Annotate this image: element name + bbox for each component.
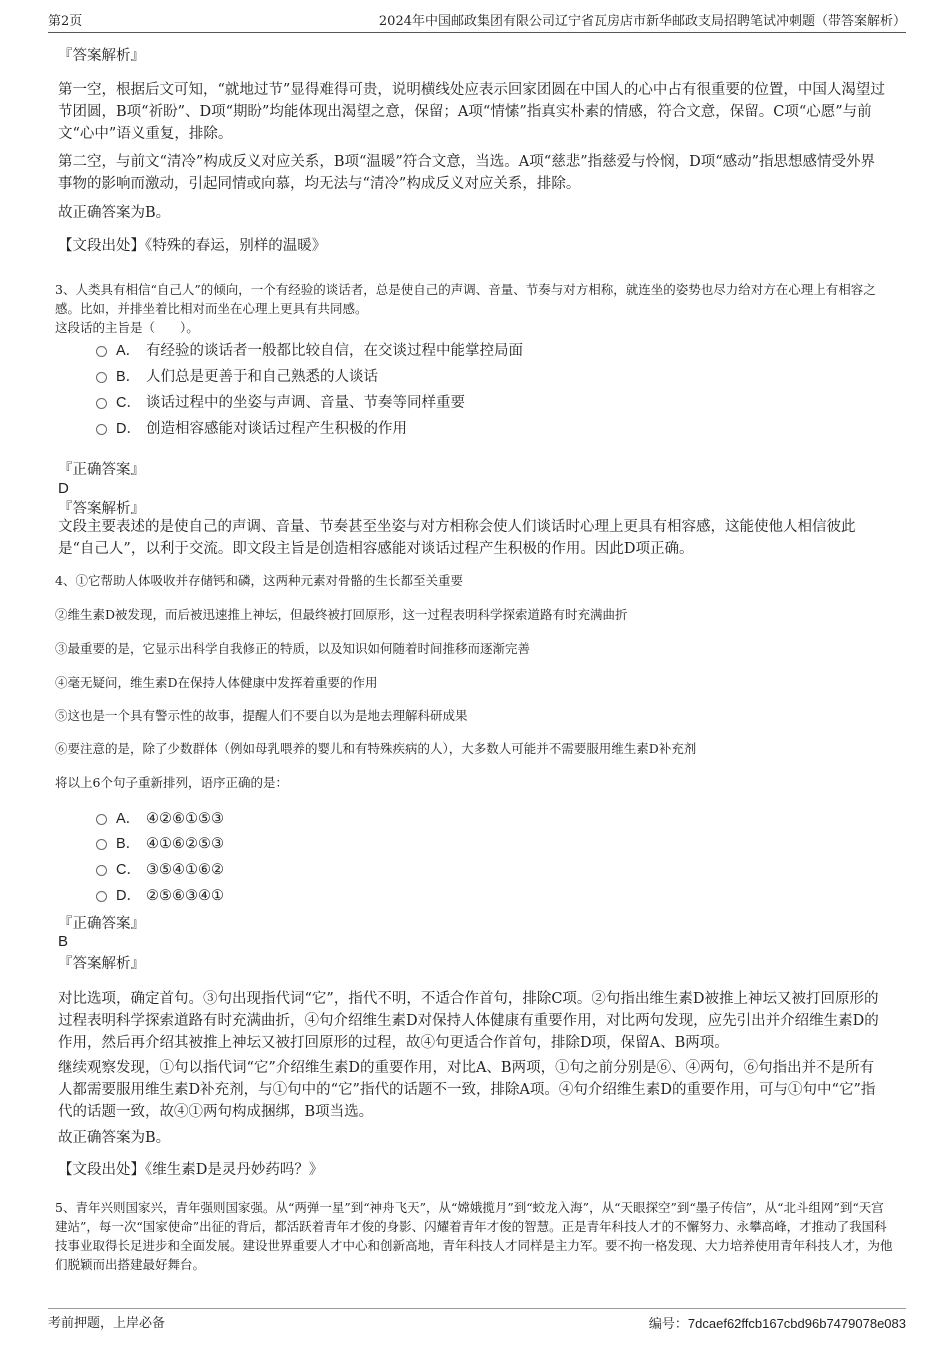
option-text: ③⑤④①⑥②: [146, 862, 224, 878]
q3-correct-label: 『正确答案』: [58, 462, 145, 478]
q3-stem: 3、人类具有相信“自己人”的倾向，一个有经验的谈话者，总是使自己的声调、音量、节奏与对方相称，就连坐的姿势也尽力给对方在心理上有相容之感。比如，并排坐着比相对而坐在心理上更具有共同感。: [55, 282, 876, 316]
option-text: ④①⑥②⑤③: [146, 836, 224, 852]
radio-icon[interactable]: [96, 839, 107, 850]
page-number: 第2页: [48, 14, 83, 29]
option-text: 谈话过程中的坐姿与声调、音量、节奏等同样重要: [146, 395, 465, 411]
option-text: 人们总是更善于和自己熟悉的人谈话: [146, 369, 378, 385]
q4-sentence-3: ③最重要的是，它显示出科学自我修正的特质，以及知识如何随着时间推移而逐渐完善: [55, 641, 531, 656]
q4-sentence-5: ⑤这也是一个具有警示性的故事，提醒人们不要自以为是地去理解科研成果: [55, 708, 468, 723]
q4-conclusion: 故正确答案为B。: [58, 1130, 171, 1146]
footer-code: [649, 1311, 906, 1338]
q5-stem: 5、青年兴则国家兴，青年强则国家强。从“两弹一星”到“神舟飞天”，从“嫦娥揽月”到“蛟龙入海”，从“天眼探空”到“墨子传信”，从“北斗组网”到“天宫建站”，每一次“国家使命”出征的背后，都活跃着青年才俊的身影、闪耀着青年才俊的智慧。正是青年科技人才的不懈努力、永攀高峰，才推动了我国科技事业取得长足进步和全面发展。建设世界重要人才中心和创新高地，青年科技人才同样是主力军。要不拘一格发现、大力培养使用青年科技人才，为他们脱颖而出搭建最好舞台。: [55, 1200, 893, 1272]
q3-analysis: 文段主要表述的是使自己的声调、音量、节奏甚至坐姿与对方相称会使人们谈话时心理上更具有相容感，这能使他人相信彼此是“自己人”，以利于交流。即文段主旨是创造相容感能对谈话过程产生积极的作用。因此D项正确。: [58, 519, 856, 557]
q3-option-a[interactable]: [96, 341, 523, 361]
q3-option-c[interactable]: [96, 393, 465, 413]
document-title: 2024年中国邮政集团有限公司辽宁省瓦房店市新华邮政支局招聘笔试冲刺题（带答案解析）: [378, 14, 906, 29]
q4-sentence-1: 4、①它帮助人体吸收并存储钙和磷，这两种元素对骨骼的生长都至关重要: [55, 573, 463, 588]
option-letter: A．: [116, 811, 141, 827]
option-text: 创造相容感能对谈话过程产生积极的作用: [146, 421, 407, 437]
q4-option-d[interactable]: [96, 886, 224, 906]
q2-source: 【文段出处】《特殊的春运，别样的温暖》: [58, 238, 327, 254]
q3-option-d[interactable]: [96, 419, 407, 439]
q4-sentence-2: ②维生素D被发现，而后被迅速推上神坛，但最终被打回原形，这一过程表明科学探索道路有时充满曲折: [55, 607, 628, 622]
option-text: 有经验的谈话者一般都比较自信，在交谈过程中能掌控局面: [146, 343, 523, 359]
option-letter: B．: [116, 369, 141, 385]
q2-conclusion: 故正确答案为B。: [58, 205, 171, 221]
q4-option-c[interactable]: [96, 860, 224, 880]
radio-icon[interactable]: [96, 814, 107, 825]
radio-icon[interactable]: [96, 424, 107, 435]
radio-icon[interactable]: [96, 346, 107, 357]
option-letter: D．: [116, 888, 141, 904]
q4-answer: B: [58, 933, 69, 950]
radio-icon[interactable]: [96, 372, 107, 383]
q4-analysis-paragraph-2: 继续观察发现，①句以指代词“它”介绍维生素D的重要作用，对比A、B两项，①句之前分别是⑥、④两句，⑥句指出并不是所有人都需要服用维生素D补充剂，与①句中的“它”指代的话题不一致，排除A项。④句介绍维生素D的重要作用，可与①句中“它”指代的话题一致，故④①两句构成捆绑，B项当选。: [58, 1060, 876, 1120]
q4-option-a[interactable]: [96, 809, 224, 829]
footer-slogan: 考前押题，上岸必备: [48, 1316, 166, 1331]
page-header: [48, 12, 906, 33]
option-letter: B．: [116, 836, 141, 852]
q3-question: 这段话的主旨是（ ）。: [55, 320, 199, 335]
q3-answer: D: [58, 480, 69, 497]
q4-analysis-label: 『答案解析』: [58, 956, 145, 972]
option-text: ④②⑥①⑤③: [146, 811, 224, 827]
q2-analysis-paragraph-1: 第一空，根据后文可知，“就地过节”显得难得可贵，说明横线处应表示回家团圆在中国人的心中占有很重要的位置，中国人渴望过节团圆，B项“祈盼”、D项“期盼”均能体现出渴望之意，保留；A项“情愫”指真实朴素的情感，符合文意，保留。C项“心愿”与前文“心中”语义重复，排除。: [58, 82, 885, 142]
q4-sentence-4: ④毫无疑问，维生素D在保持人体健康中发挥着重要的作用: [55, 675, 378, 690]
option-letter: C．: [116, 395, 141, 411]
q3-analysis-label: 『答案解析』: [58, 501, 145, 517]
q2-analysis-paragraph-2: 第二空，与前文“清冷”构成反义对应关系，B项“温暖”符合文意，当选。A项“慈悲”指慈爱与怜悯，D项“感动”指思想感情受外界事物的影响而激动，引起同情或向慕，均无法与“清冷”构成反义对应关系，排除。: [58, 154, 876, 192]
radio-icon[interactable]: [96, 865, 107, 876]
option-letter: A．: [116, 343, 141, 359]
q3-option-b[interactable]: [96, 367, 378, 387]
q4-sentence-6: ⑥要注意的是，除了少数群体（例如母乳喂养的婴儿和有特殊疾病的人），大多数人可能并不需要服用维生素D补充剂: [55, 741, 697, 756]
option-text: ②⑤⑥③④①: [146, 888, 224, 904]
radio-icon[interactable]: [96, 891, 107, 902]
q2-analysis-label: 『答案解析』: [58, 48, 145, 64]
option-letter: C．: [116, 862, 141, 878]
q4-analysis-paragraph-1: 对比选项，确定首句。③句出现指代词“它”，指代不明，不适合作首句，排除C项。②句指出维生素D被推上神坛又被打回原形的过程表明科学探索道路有时充满曲折，④句介绍维生素D对保持人体健康有重要作用，对比两句发现，应先引出并介绍维生素D的作用，然后再介绍其被推上神坛又被打回原形的过程，故④句更适合作首句，排除D项，保留A、B两项。: [58, 991, 879, 1051]
footer-code-label: 编号：: [648, 1317, 688, 1332]
q4-correct-label: 『正确答案』: [58, 916, 145, 932]
q4-question: 将以上6个句子重新排列，语序正确的是：: [55, 775, 288, 790]
q4-source: 【文段出处】《维生素D是灵丹妙药吗？》: [58, 1162, 324, 1178]
q4-option-b[interactable]: [96, 834, 224, 854]
radio-icon[interactable]: [96, 398, 107, 409]
option-letter: D．: [116, 421, 141, 437]
page-footer: [48, 1308, 906, 1335]
footer-code-value: 7dcaef62ffcb167cbd96b7479078e083: [687, 1316, 906, 1331]
